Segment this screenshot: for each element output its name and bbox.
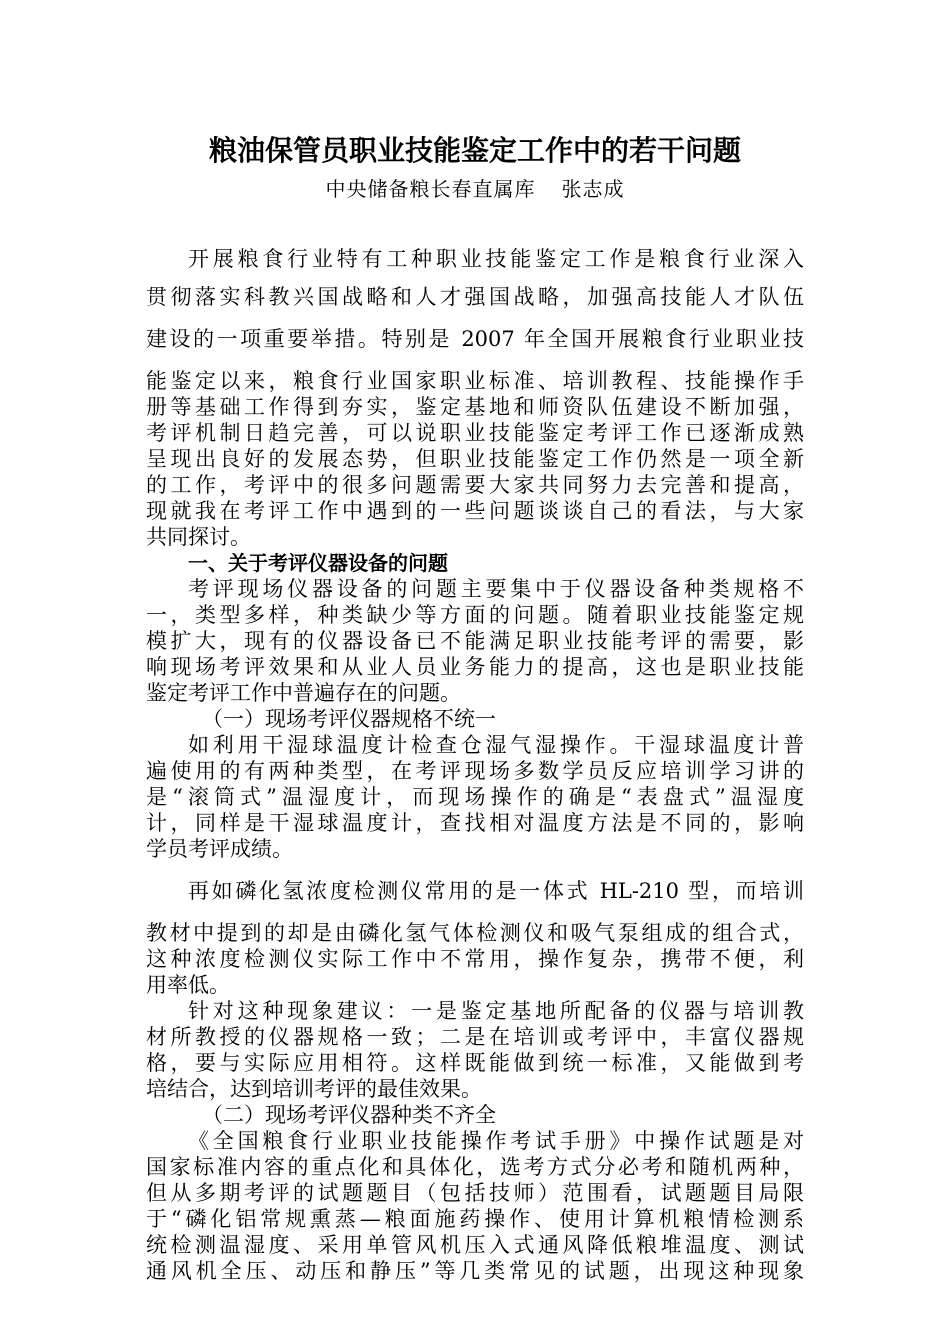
document-body	[146, 246, 804, 1284]
text-line: 教材中提到的却是由磷化氢气体检测仪和吸气泵组成的组合式，	[146, 921, 804, 945]
text-line: 学员考评成绩。	[146, 837, 293, 861]
text-line: 响现场考评效果和从业人员业务能力的提高，这也是职业技能	[146, 655, 804, 679]
text-line: 考评机制日趋完善，可以说职业技能鉴定考评工作已逐渐成熟	[146, 421, 804, 445]
text-line: 一，类型多样，种类缺少等方面的问题。随着职业技能鉴定规	[146, 603, 804, 627]
text-line: 开展粮食行业特有工种职业技能鉴定工作是粮食行业深入	[188, 247, 804, 271]
text-line: 模扩大，现有的仪器设备已不能满足职业技能考评的需要，影	[146, 629, 804, 653]
text-line: 计，同样是干湿球温度计，查找相对温度方法是不同的，影响	[146, 811, 804, 835]
text-line: 再如磷化氢浓度检测仪常用的是一体式 HL-210 型，而培训	[188, 879, 804, 903]
text-line: 共同探讨。	[146, 525, 251, 549]
text-line: 用率低。	[146, 973, 230, 997]
text-line: 现就我在考评工作中遇到的一些问题谈谈自己的看法，与大家	[146, 499, 804, 523]
text-line: 但从多期考评的试题题目（包括技师）范围看，试题题目局限	[146, 1181, 804, 1205]
text-line: 的工作，考评中的很多问题需要大家共同努力去完善和提高，	[146, 473, 804, 497]
text-line: 鉴定考评工作中普遍存在的问题。	[146, 681, 461, 705]
subsection-heading: （一）现场考评仪器规格不统一	[202, 707, 496, 731]
byline	[0, 174, 950, 204]
text-line: 如利用干湿球温度计检查仓湿气湿操作。干湿球温度计普	[188, 733, 804, 757]
text-line: 格，要与实际应用相符。这样既能做到统一标准，又能做到考	[146, 1051, 804, 1075]
text-line: 能鉴定以来，粮食行业国家职业标准、培训教程、技能操作手	[146, 369, 804, 393]
text-line: 考评现场仪器设备的问题主要集中于仪器设备种类规格不	[188, 577, 804, 601]
text-line: 培结合，达到培训考评的最佳效果。	[146, 1077, 482, 1101]
text-line: 于“磷化铝常规熏蒸—粮面施药操作、使用计算机粮情检测系	[146, 1207, 804, 1231]
text-line: 呈现出良好的发展态势，但职业技能鉴定工作仍然是一项全新	[146, 447, 804, 471]
subsection-heading: （二）现场考评仪器种类不齐全	[202, 1103, 496, 1127]
text-line: 这种浓度检测仪实际工作中不常用，操作复杂，携带不便，利	[146, 947, 804, 971]
text-line: 册等基础工作得到夯实，鉴定基地和师资队伍建设不断加强，	[146, 395, 804, 419]
text-line: 针对这种现象建议：一是鉴定基地所配备的仪器与培训教	[188, 999, 804, 1023]
text-line: 统检测温湿度、采用单管风机压入式通风降低粮堆温度、测试	[146, 1233, 804, 1257]
document-title: 粮油保管员职业技能鉴定工作中的若干问题	[208, 136, 741, 167]
text-line: 建设的一项重要举措。特别是 2007 年全国开展粮食行业职业技	[146, 327, 804, 351]
author-organization: 中央储备粮长春直属库	[325, 177, 536, 201]
text-line: 《全国粮食行业职业技能操作考试手册》中操作试题是对	[188, 1129, 804, 1153]
text-line: 通风机全压、动压和静压”等几类常见的试题，出现这种现象	[146, 1259, 804, 1283]
text-line: 贯彻落实科教兴国战略和人才强国战略，加强高技能人才队伍	[146, 285, 804, 309]
text-line: 材所教授的仪器规格一致；二是在培训或考评中，丰富仪器规	[146, 1025, 804, 1049]
text-line: 国家标准内容的重点化和具体化，选考方式分必考和随机两种，	[146, 1155, 804, 1179]
section-heading: 一、关于考评仪器设备的问题	[188, 551, 448, 575]
author-name: 张志成	[561, 177, 625, 201]
text-line: 是“滚筒式”温湿度计，而现场操作的确是“表盘式”温湿度	[146, 785, 804, 809]
text-line: 遍使用的有两种类型，在考评现场多数学员反应培训学习讲的	[146, 759, 804, 783]
